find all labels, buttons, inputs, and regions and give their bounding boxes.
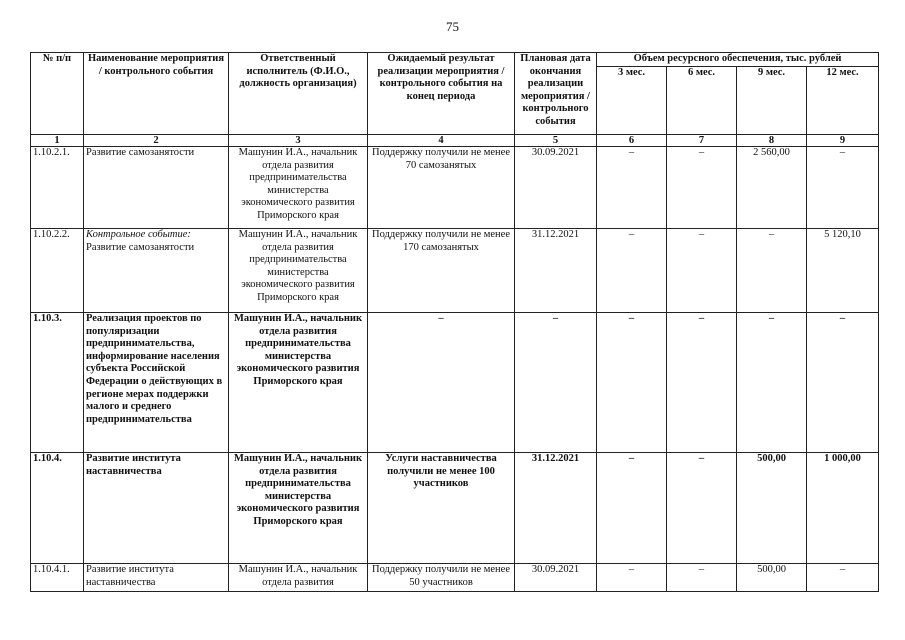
value-6-months: – — [667, 229, 737, 313]
date-cell: – — [515, 313, 597, 453]
column-number: 8 — [737, 135, 807, 147]
value-3-months: – — [597, 313, 667, 453]
value-3-months: – — [597, 564, 667, 592]
header-executor: Ответственный исполнитель (Ф.И.О., должность организация) — [229, 53, 368, 135]
table-row — [31, 564, 879, 592]
column-number: 9 — [807, 135, 879, 147]
value-9-months: 500,00 — [737, 564, 807, 592]
value-6-months: – — [667, 313, 737, 453]
table-row — [31, 147, 879, 229]
row-number: 1.10.3. — [31, 313, 84, 453]
column-number-row — [31, 135, 879, 147]
executor-cell: Машунин И.А., начальник отдела развития предпринимательства министерства экономического развития Приморского края — [229, 453, 368, 564]
value-9-months: – — [737, 313, 807, 453]
header-num: № п/п — [31, 53, 84, 135]
header-date: Плановая дата окончания реализации мероприятия / контрольного события — [515, 53, 597, 135]
column-number: 5 — [515, 135, 597, 147]
column-number: 3 — [229, 135, 368, 147]
date-cell: 30.09.2021 — [515, 147, 597, 229]
activity-title: Развитие самозанятости — [86, 241, 195, 253]
value-9-months: – — [737, 229, 807, 313]
row-number: 1.10.4.1. — [31, 564, 84, 592]
value-12-months: 5 120,10 — [807, 229, 879, 313]
date-cell: 30.09.2021 — [515, 564, 597, 592]
value-6-months: – — [667, 147, 737, 229]
activity-title: Развитие института наставничества — [86, 453, 181, 477]
value-12-months: – — [807, 313, 879, 453]
value-6-months: – — [667, 453, 737, 564]
row-number: 1.10.4. — [31, 453, 84, 564]
column-number: 6 — [597, 135, 667, 147]
executor-cell: Машунин И.А., начальник отдела развития предпринимательства министерства экономического развития Приморского края — [229, 229, 368, 313]
executor-cell: Машунин И.А., начальник отдела развития — [229, 564, 368, 592]
column-number: 1 — [31, 135, 84, 147]
activity-name — [84, 564, 229, 592]
header-resources: Объем ресурсного обеспечения, тыс. рублей — [597, 53, 879, 67]
row-number: 1.10.2.2. — [31, 229, 84, 313]
value-9-months: 2 560,00 — [737, 147, 807, 229]
header-name: Наименование мероприятия / контрольного события — [84, 53, 229, 135]
activity-table — [30, 52, 879, 592]
activity-name — [84, 147, 229, 229]
date-cell: 31.12.2021 — [515, 453, 597, 564]
value-6-months: – — [667, 564, 737, 592]
table-header — [31, 53, 879, 147]
column-number: 7 — [667, 135, 737, 147]
activity-title: Развитие института наставничества — [86, 564, 174, 588]
executor-cell: Машунин И.А., начальник отдела развития предпринимательства министерства экономического развития Приморского края — [229, 313, 368, 453]
header-9-months: 9 мес. — [737, 67, 807, 135]
value-3-months: – — [597, 453, 667, 564]
result-cell: Поддержку получили не менее 50 участников — [368, 564, 515, 592]
executor-cell: Машунин И.А., начальник отдела развития предпринимательства министерства экономического развития Приморского края — [229, 147, 368, 229]
header-result: Ожидаемый результат реализации мероприятия / контрольного события на конец периода — [368, 53, 515, 135]
page-number: 75 — [446, 19, 459, 34]
value-9-months: 500,00 — [737, 453, 807, 564]
value-12-months: – — [807, 147, 879, 229]
activity-name — [84, 313, 229, 453]
header-12-months: 12 мес. — [807, 67, 879, 135]
header-6-months: 6 мес. — [667, 67, 737, 135]
control-event-label: Контрольное событие: — [86, 229, 191, 240]
value-3-months: – — [597, 147, 667, 229]
column-number: 2 — [84, 135, 229, 147]
table-row — [31, 229, 879, 313]
value-3-months: – — [597, 229, 667, 313]
result-cell: Поддержку получили не менее 170 самозанятых — [368, 229, 515, 313]
result-cell: Услуги наставничества получили не менее 100 участников — [368, 453, 515, 564]
date-cell: 31.12.2021 — [515, 229, 597, 313]
result-cell: – — [368, 313, 515, 453]
table-row — [31, 313, 879, 453]
column-number: 4 — [368, 135, 515, 147]
table-row — [31, 453, 879, 564]
activity-title: Реализация проектов по популяризации предпринимательства, информирование населения субъекта Российской Федерации о действующих в регионе мерах поддержки малого и среднего предпринимательства — [86, 313, 223, 425]
activity-name — [84, 453, 229, 564]
row-number: 1.10.2.1. — [31, 147, 84, 229]
activity-title: Развитие самозанятости — [86, 147, 195, 158]
value-12-months: 1 000,00 — [807, 453, 879, 564]
header-3-months: 3 мес. — [597, 67, 667, 135]
result-cell: Поддержку получили не менее 70 самозанятых — [368, 147, 515, 229]
activity-name — [84, 229, 229, 313]
value-12-months: – — [807, 564, 879, 592]
